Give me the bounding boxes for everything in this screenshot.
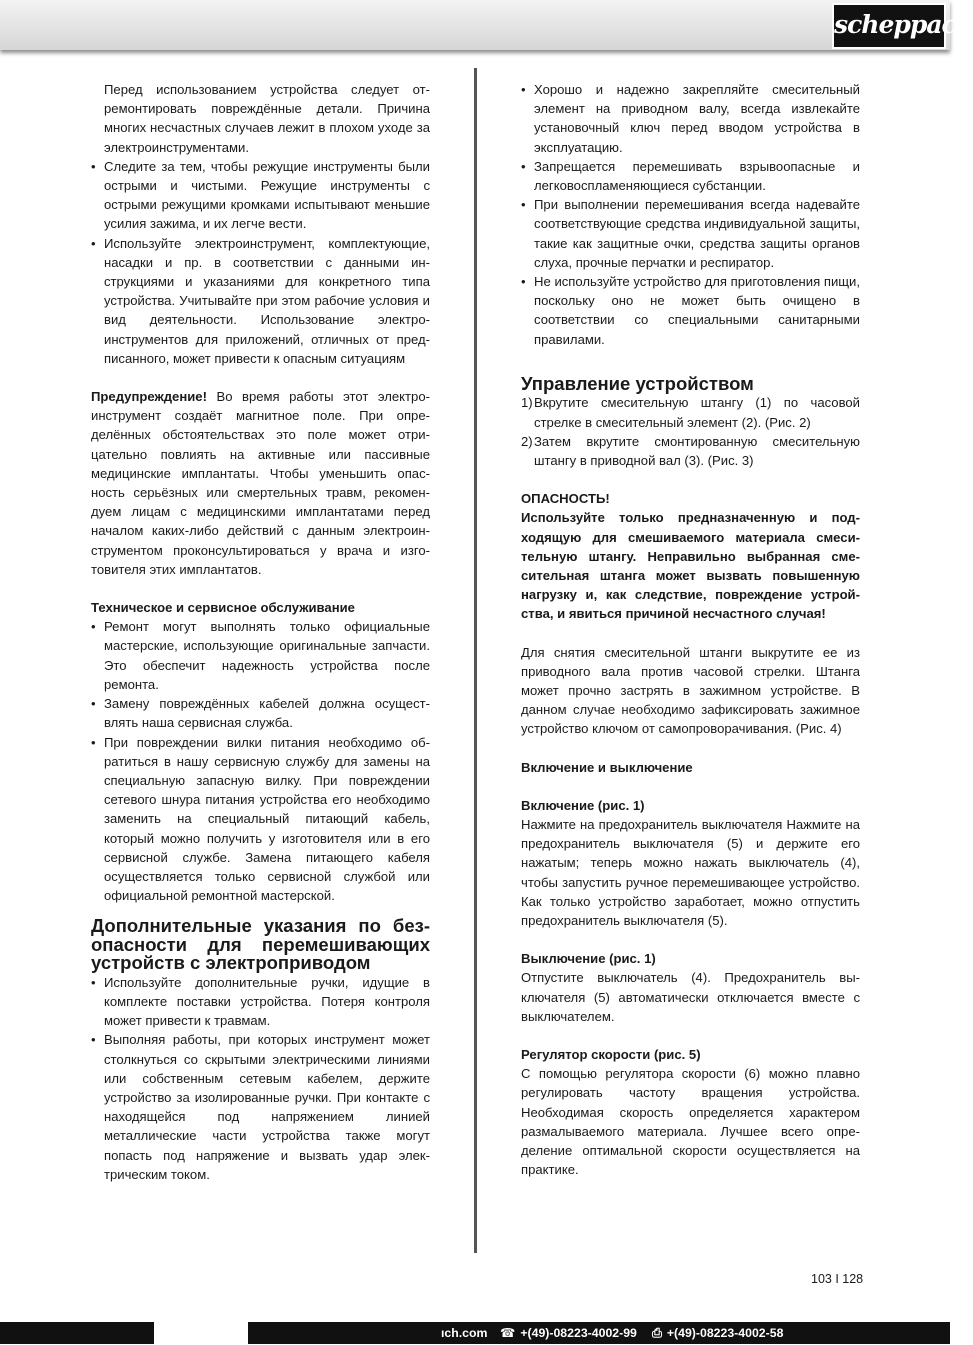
danger-label: ОПАСНОСТЬ! [521,491,610,507]
list-item: • Хорошо и надежно закрепляйте смесительный элемент на приводном валу, всегда извлекайте установочный ключ перед вводом устройства в эксплуатацию. [521,80,860,157]
mixer-bullet-list [91,973,430,1184]
step-item: 2) Затем вкрутите смонтированную смесительную штангу в приводной вал (3). (Рис. 3) [521,433,860,468]
mixer-safety-heading: Дополнительные указания по безопасности для перемешивающих устройств с электроприводом [91,915,430,974]
speed-heading: Регулятор скорости (рис. 5) [521,1047,701,1063]
footer-fax [652,1322,783,1344]
removal-paragraph: Для снятия смесительной штанги выкрутите ее из приводного вала против часовой стрелки. Штанга может прочно застрять в зажимном устройстве. В данном случае необходимо зафиксировать зажимное устройство ключом от самопроворачивания. (Рис. 4) [521,644,860,737]
switch-off-heading: Выключение (рис. 1) [521,951,656,967]
list-item: • Ремонт могут выполнять только официальные мастерские, использующие оригинальные запчасти. Это обеспечит надежность устройства после ремонта. [91,617,430,694]
list-item: • Замену повреждённых кабелей должна осуществлять наша сервисная служба. [91,694,430,732]
service-bullet-list [91,617,430,905]
footer-website[interactable]: ıch.com [441,1326,488,1340]
warning-text: Во время работы этот электроинструмент создаёт магнитное поле. При определённых обстоятельствах это поле может отрицательно повлиять на активные или пассивные медицинские имплантаты. Чтобы уменьшить опасность серьёзных или смертельных травм, рекомендуем лицам с медицинскими имплантатами перед началом каких-либо действий с данным электроинструментом проконсультироваться у врача и изготовителя этих имплантатов. [91,389,430,577]
fax-icon: ⎙ [652,1326,662,1340]
list-item: • Выполняя работы, при которых инструмент может столкнуться со скрытыми электрическими линиями или собственным сетевым кабелем, держите устройство за изолированные ручки. При контакте с находящейся под напряжением линией металлические части устройства также могут попасть под напряжение и вызвать удар электрическим током. [91,1030,430,1184]
phone-number: +(49)-08223-4002-99 [520,1326,637,1340]
list-item: • При выполнении перемешивания всегда надевайте соответствующие средства индивидуальной защиты, такие как защитные очки, средства защиты органов слуха, прочные перчатки и респиратор. [521,195,860,272]
switch-off-text: Отпустите выключатель (4). Предохранитель выключателя (5) автоматически отключается вместе с выключателем. [521,970,860,1024]
footer-bar [248,1322,950,1344]
danger-text: Используйте только предназначенную и подходящую для смешиваемого материала смесительную штангу. Неправильно выбранная смесительная штанга может вызвать повышенную нагрузку и, как следствие, повреждение устройства, и явиться причиной несчастного случая! [521,510,860,622]
left-column [91,80,430,1184]
intro-paragraph: Перед использованием устройства следует отремонтировать повреждённые детали. Причина многих несчастных случаев лежит в плохом уходе за электроинструментами. [104,82,430,155]
column-divider [474,68,477,1253]
list-item: • Используйте дополнительные ручки, идущие в комплекте поставки устройства. Потеря контроля может привести к травмам. [91,973,430,1031]
list-item: • При повреждении вилки питания необходимо обратиться в нашу сервисную службу для замены на специальную запасную вилку. При повреждении сетевого шнура питания устройства его необходимо заменить на специальный питающий кабель, который можно получить у изготовителя или в его сервисной службе. Замена питающего кабеля осуществляется только сервисной службой или официальной ремонтной мастерской. [91,733,430,906]
list-item: • Используйте электроинструмент, комплектующие, насадки и пр. в соответствии с данными инструкциями и указаниями для конкретного типа устройства. Учитывайте при этом рабочие условия и вид деятельности. Использование электроинструментов для приложений, отличных от предписанного, может привести к опасным ситуациям [91,234,430,368]
operation-heading: Управление устройством [521,372,754,394]
safety-bullet-list [91,157,430,368]
fax-number: +(49)-08223-4002-58 [666,1326,784,1340]
on-off-heading: Включение и выключение [521,759,693,775]
list-item: • Не используйте устройство для приготовления пищи, поскольку оно не может быть очищено в соответствии со специальными санитарными правилами. [521,272,860,349]
footer-bar-left [0,1322,154,1344]
footer-phone [500,1322,637,1344]
service-heading: Техническое и сервисное обслуживание [91,600,355,616]
warning-paragraph [91,387,430,579]
brand-logo: scheppach [832,3,946,49]
list-item: • Следите за тем, чтобы режущие инструменты были острыми и чистыми. Режущие инструменты с острыми режущими кромками испытывают меньшие усилия зажима, и их легче вести. [91,157,430,234]
right-column [521,80,860,1179]
speed-text: С помощью регулятора скорости (6) можно плавно регулировать частоту вращения устройства. Необходимая скорость определяется характером размалываемого материала. Лучшее всего определение оптимальной скорости осуществляется на практике. [521,1066,860,1178]
header-band [0,0,950,50]
switch-on-text: Нажмите на предохранитель выключателя Нажмите на предохранитель выключателя (5) и держите его нажатым; теперь можно нажать выключатель (4), чтобы запустить ручное перемешивающее устройство. Как только устройство заработает, можно отпустить предохранитель выключателя (5). [521,817,860,929]
warning-label: Предупреждение! [91,389,207,405]
operation-steps [521,393,860,470]
phone-icon: ☎ [500,1326,516,1340]
step-item: 1) Вкрутите смесительную штангу (1) по часовой стрелке в смесительный элемент (2). (Рис. 2) [521,395,860,430]
list-item: • Запрещается перемешивать взрывоопасные и легковоспламеняющиеся субстанции. [521,157,860,195]
page-number: 103 I 128 [811,1272,864,1286]
switch-on-heading: Включение (рис. 1) [521,797,645,813]
mixer-bullet-list-continued [521,80,860,349]
